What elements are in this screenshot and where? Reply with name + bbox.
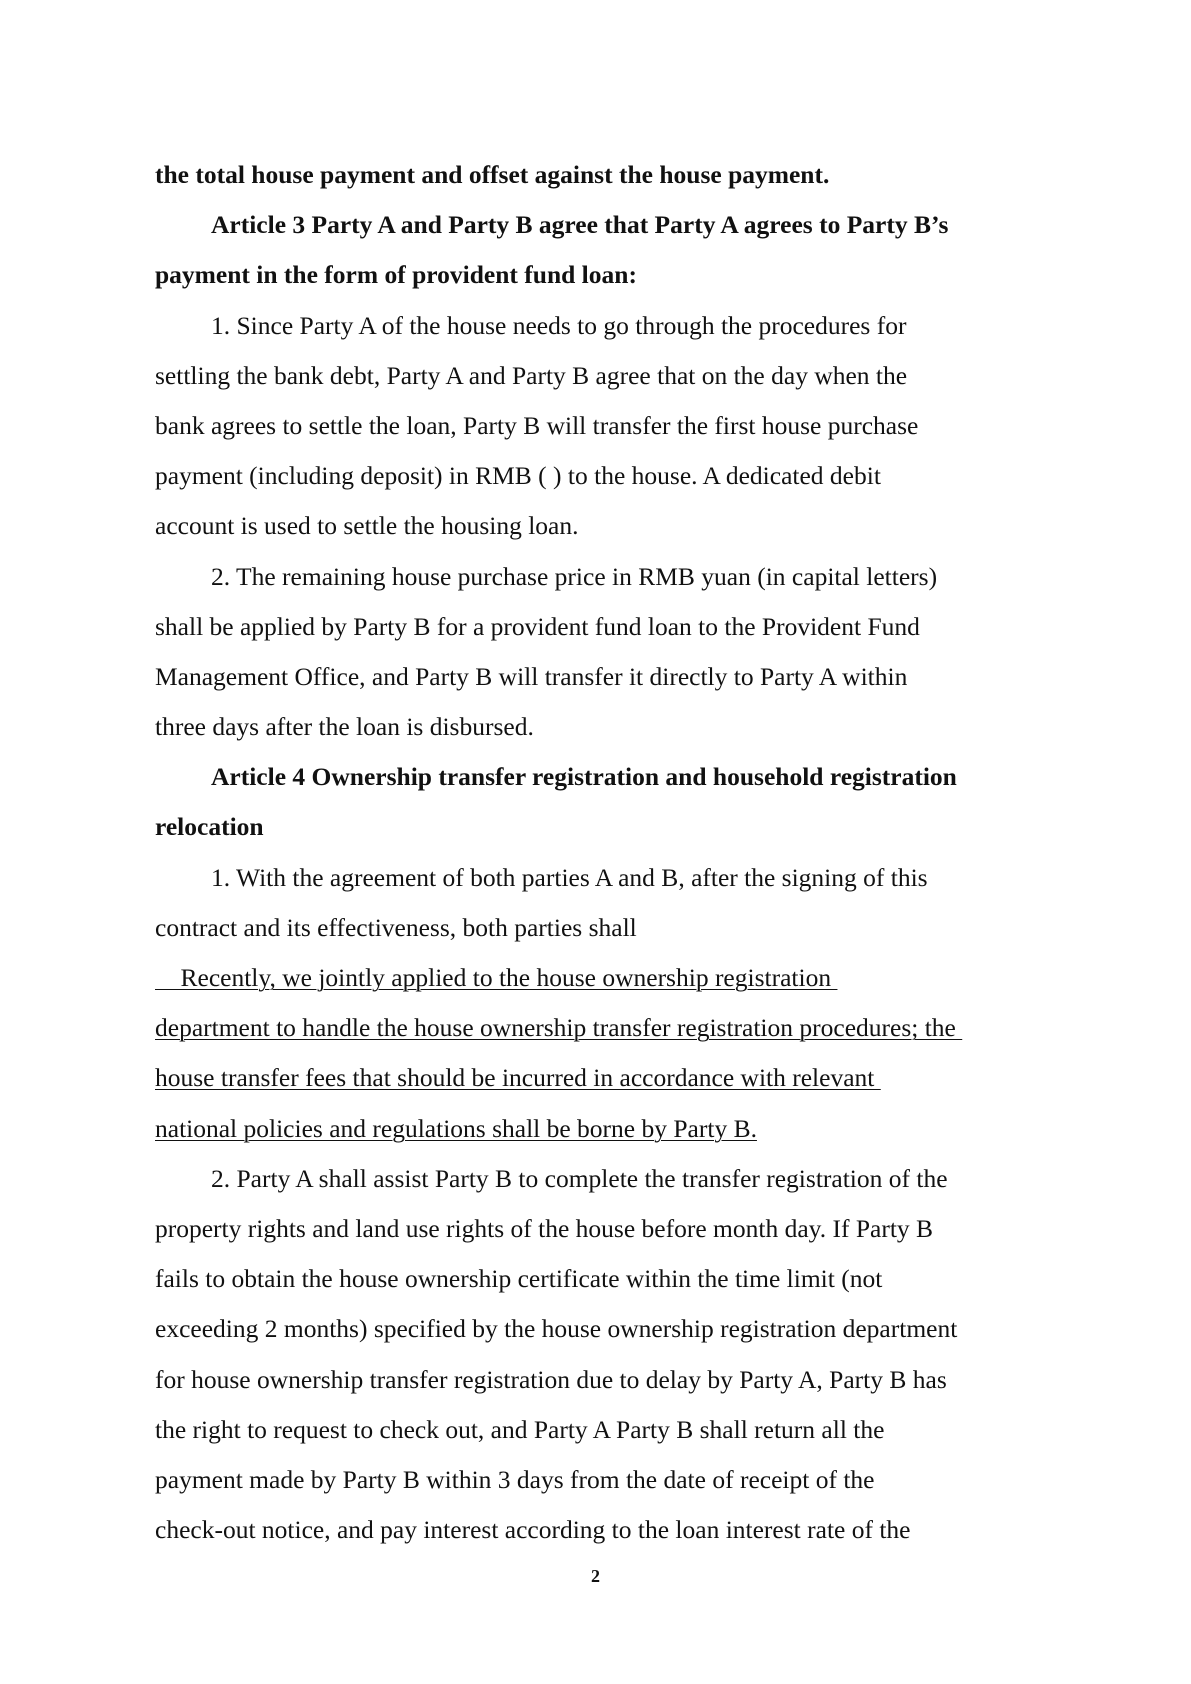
- article-3-heading: Article 3 Party A and Party B agree that Party A agrees to Party B’s: [211, 210, 949, 240]
- text-line: fails to obtain the house ownership certificate within the time limit (not: [155, 1264, 883, 1294]
- text-line: relocation: [155, 812, 264, 842]
- text-line: Management Office, and Party B will transfer it directly to Party A within: [155, 661, 908, 691]
- paragraph-start: 2. The remaining house purchase price in RMB yuan (in capital letters): [211, 561, 938, 591]
- paragraph-start: 1. Since Party A of the house needs to go through the procedures for: [211, 310, 907, 340]
- text-line: payment made by Party B within 3 days from the date of receipt of the: [155, 1464, 875, 1494]
- text-line: account is used to settle the housing loan.: [155, 511, 579, 541]
- text-line: check-out notice, and pay interest according to the loan interest rate of the: [155, 1515, 911, 1545]
- page-number: 2: [591, 1566, 600, 1586]
- article-4-heading: Article 4 Ownership transfer registration and household registration: [211, 762, 957, 792]
- paragraph-start: 2. Party A shall assist Party B to complete the transfer registration of the: [211, 1163, 948, 1193]
- underlined-text-line: house transfer fees that should be incurred in accordance with relevant: [155, 1063, 881, 1093]
- text-line: payment in the form of provident fund loan:: [155, 260, 637, 290]
- text-line: the total house payment and offset against the house payment.: [155, 160, 830, 189]
- paragraph-start: 1. With the agreement of both parties A and B, after the signing of this: [211, 862, 928, 892]
- text-line: the right to request to check out, and Party A Party B shall return all the: [155, 1414, 885, 1444]
- underlined-text-line: Recently, we jointly applied to the house ownership registration: [155, 963, 838, 992]
- text-line: payment (including deposit) in RMB ( ) to the house. A dedicated debit: [155, 461, 881, 491]
- underlined-text-line: department to handle the house ownership transfer registration procedures; the: [155, 1013, 963, 1043]
- text-line: exceeding 2 months) specified by the house ownership registration department: [155, 1314, 958, 1344]
- text-line: bank agrees to settle the loan, Party B will transfer the first house purchase: [155, 410, 919, 440]
- text-line: property rights and land use rights of the house before month day. If Party B: [155, 1213, 934, 1243]
- text-line: contract and its effectiveness, both parties shall: [155, 912, 637, 942]
- text-line: settling the bank debt, Party A and Party B agree that on the day when the: [155, 360, 908, 390]
- text-line: three days after the loan is disbursed.: [155, 712, 534, 742]
- text-line: shall be applied by Party B for a provident fund loan to the Provident Fund: [155, 611, 920, 641]
- document-body: [155, 150, 1060, 1555]
- underlined-text-line: national policies and regulations shall be borne by Party B.: [155, 1113, 757, 1143]
- text-line: for house ownership transfer registration due to delay by Party A, Party B has: [155, 1364, 947, 1394]
